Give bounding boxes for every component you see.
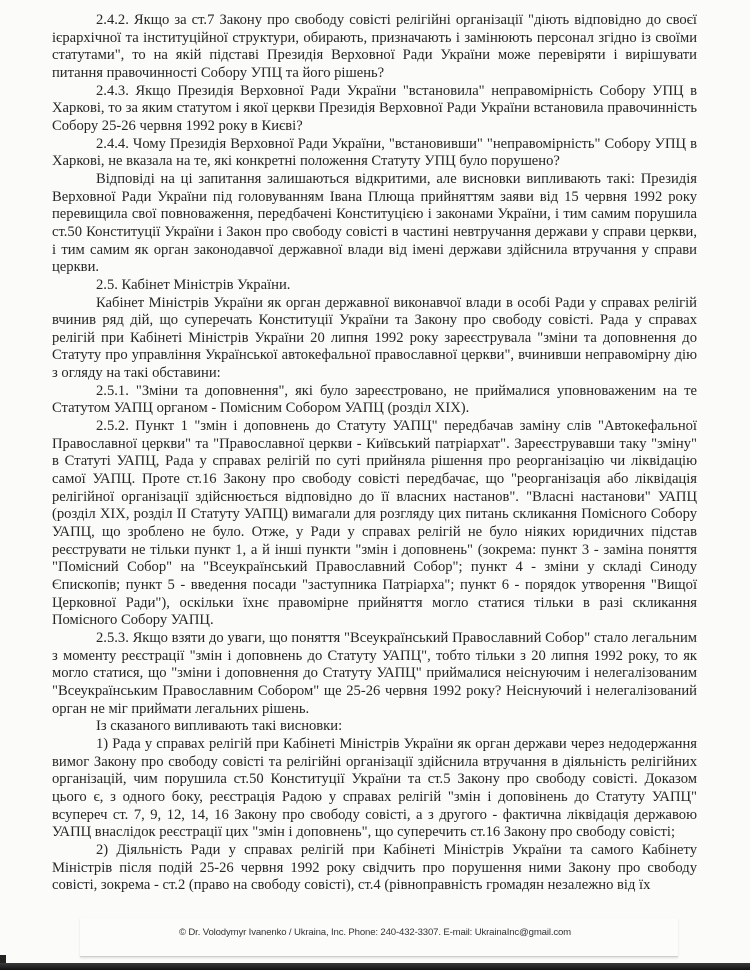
paragraph-2-5-2: 2.5.2. Пункт 1 "змін і доповнень до Статуту УАПЦ" передбачав заміну слів "Автокефальної Православної церкви" та "Православної церкви - Київський патріархат". Зареєструвавши таку "зміну" в Статуті УАПЦ, Рада у справах релігій по суті прийняла рішення про реорганізацію чи ліквідацію самої УАПЦ. Проте ст.16 Закону про свободу совісті передбачає, що "реорганізація або ліквідація релігійної організації здійснюється відповідно до її власних настанов". "Власні настанови" УАПЦ (розділ XIX, розділ II Статуту УАПЦ) вимагали для розгляду цих питань скликання Помісного Собору УАПЦ, що зроблено не було. Отже, у Ради у справах релігій не було ніяких юридичних підстав реєструвати не тільки пункт 1, а й інші пункти "змін і доповнень" (зокрема: пункт 3 - заміна поняття "Помісний Собор" на "Всеукраїнський Православний Собор"; пункт 4 - зміни у складі Синоду Єпископів; пункт 5 - введення посади "заступника Патріарха"; пункт 6 - порядок утворення "Вищої Церковної Ради"), оскільки їхнє правомірне прийняття могло статися тільки в разі скликання Помісного Собору УАПЦ. bbox=[52, 418, 697, 629]
paragraph-answers: Відповіді на ці запитання залишаються відкритими, але висновки випливають такі: Президія Верховної Ради України під головуванням Івана Плюща прийняттям заяви від 15 червня 1992 року перевищила свої повноваження, передбачені Конституцією і законами України, і тим самим порушила ст.50 Конституції України і Закон про свободу совісті в частині невтручання держави у справи церкви, і тим самим як орган законодавчої державної влади від імені держави здійснила втручання у справи церкви. bbox=[52, 170, 697, 276]
paragraph-conclusion-1: 1) Рада у справах релігій при Кабінеті Міністрів України як орган держави через недодержання вимог Закону про свободу совісті та релігійні організації здійснила втручання в діяльність релігійних організацій, чим порушила ст.50 Конституції України та ст.5 Закону про свободу совісті. Доказом цього є, з одного боку, реєстрація Радою у справах релігій "змін і доповінень до Статуту УАПЦ" всупереч ст. 7, 9, 12, 14, 16 Закону про свободу совісті, а з другого - фактична ліквідація державою УАПЦ внаслідок реєстрації цих "змін і доповнень", що суперечить ст.16 Закону про свободу совісті; bbox=[52, 735, 697, 841]
paragraph-cabinet: Кабінет Міністрів України як орган державної виконавчої влади в особі Ради у справах релігій вчинив ряд дій, що суперечать Конституції України та Закону про свободу совісті. Рада у справах релігій при Кабінеті Міністрів України 20 липня 1992 року зареєструвала "зміни та доповнення до Статуту про управління Української автокефальної православної церкви", вчинивши неправомірну дію з огляду на такі обставини: bbox=[52, 294, 697, 382]
paragraph-conclusions-intro: Із сказаного випливають такі висновки: bbox=[96, 718, 343, 735]
scan-bottom-edge bbox=[0, 963, 750, 970]
paragraph-2-4-3: 2.4.3. Якщо Президія Верховної Ради України "встановила" неправомірність Собору УПЦ в Харкові, то за яким статутом і якої церкви Президія Верховної Ради України встановила правочинність Собору 25-26 червня 1992 року в Києві? bbox=[52, 82, 697, 134]
footer-copyright: © Dr. Volodymyr Ivanenko / Ukraina, Inc. Phone: 240-432-3307. E-mail: UkrainaInc@gmail.com bbox=[178, 927, 572, 938]
paragraph-conclusion-2: 2) Діяльність Ради у справах релігій при Кабінеті Міністрів України та самого Кабінету Міністрів після подій 25-26 червня 1992 року свідчить про порушення ними Закону про свободу совісті, зокрема - ст.2 (право на свободу совісті), ст.4 (рівноправність громадян незалежно від їх bbox=[52, 841, 697, 894]
paragraph-2-4-2: 2.4.2. Якщо за ст.7 Закону про свободу совісті релігійні організації "діють відповідно до своєї ієрархічної та інституційної структури, обирають, призначають і замінюють персонал згідно із своїми статутами", то на якій підставі Президія Верховної Ради України може перевіряти і вирішувати питання правочинності Собору УПЦ та його рішень? bbox=[52, 12, 697, 81]
paragraph-2-4-4: 2.4.4. Чому Президія Верховної Ради України, "встановивши" "неправомірність" Собору УПЦ в Харкові, не вказала на те, які конкретні положення Статуту УПЦ було порушено? bbox=[52, 135, 697, 170]
document-body bbox=[52, 12, 697, 895]
paragraph-2-5-3: 2.5.3. Якщо взяти до уваги, що поняття "Всеукраїнський Православний Собор" стало легальним з моменту реєстрації "змін і доповнень до Статуту УАПЦ", тобто тільки з 20 липня 1992 року, то як могло статися, що "зміни і доповнення до Статуту УАПЦ" приймалися неіснуючим і нелегалізованим "Всеукраїнським Православним Собором" ще 25-26 червня 1992 року? Неіснуючий і нелегалізований орган не міг приймати легальних рішень. bbox=[52, 629, 697, 717]
section-heading-2-5: 2.5. Кабінет Міністрів України. bbox=[96, 276, 291, 293]
paragraph-2-5-1: 2.5.1. "Зміни та доповнення", які було зареєстровано, не приймалися уповноваженим на те Статутом УАПЦ органом - Помісним Собором УАПЦ (розділ XIX). bbox=[52, 382, 697, 417]
